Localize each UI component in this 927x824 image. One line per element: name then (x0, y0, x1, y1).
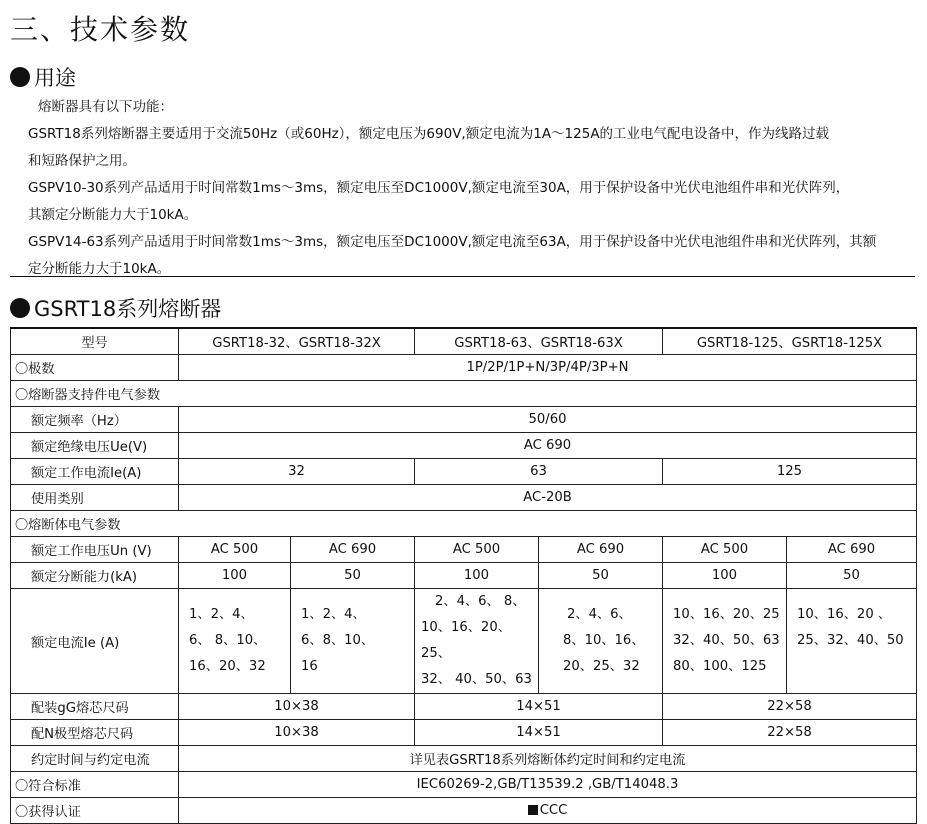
page-heading: 三、技术参数 (10, 13, 191, 46)
rated-current-line: 8、10、16、 (563, 633, 645, 648)
rated-voltage-cell: AC 500 (415, 537, 539, 563)
rated-current-line (797, 654, 912, 680)
usage-paragraph (28, 94, 918, 283)
freq-value: 50/60 (179, 407, 917, 433)
rated-voltage-cell: AC 690 (539, 537, 663, 563)
rated-current-cell (787, 589, 917, 694)
model-label: 型号 (11, 328, 179, 355)
table-row (11, 511, 917, 537)
table-row (11, 746, 917, 772)
conventional-time-value: 详见表GSRT18系列熔断体约定时间和约定电流 (179, 746, 917, 772)
rated-current-line: 16、20、32 (189, 659, 266, 674)
rated-current-line: 10、16、20、25、 (421, 620, 511, 661)
rated-current-line: 10、16、20 、 (797, 607, 892, 622)
rated-current-cell (663, 589, 787, 694)
table-row (11, 563, 917, 589)
standards-label: 〇符合标准 (11, 772, 179, 798)
certification-cell (179, 798, 917, 824)
table-row (11, 433, 917, 459)
insulation-voltage-label: 额定绝缘电压Ue(V) (11, 433, 179, 459)
rated-current-cell (415, 589, 539, 694)
table-row (11, 355, 917, 381)
table-row (11, 694, 917, 720)
table-row (11, 720, 917, 746)
section-fill (291, 381, 917, 407)
poles-label: 〇极数 (11, 355, 179, 381)
work-current-cell: 32 (179, 459, 415, 485)
work-current-label: 额定工作电流Ie(A) (11, 459, 179, 485)
use-category-label: 使用类别 (11, 485, 179, 511)
usage-heading (10, 62, 76, 92)
rated-current-line: 80、100、125 (673, 659, 767, 674)
usage-line: GSPV14-63系列产品适用于时间常数1ms～3ms，额定电压至DC1000V,额定电流至63A，用于保护设备中光伏电池组件串和光伏阵列，其额 (28, 234, 877, 250)
gg-size-cell: 22×58 (663, 694, 917, 720)
table-row (11, 537, 917, 563)
use-category-value: AC-20B (179, 485, 917, 511)
rated-voltage-cell: AC 500 (663, 537, 787, 563)
certification-label: 〇获得认证 (11, 798, 179, 824)
freq-label: 额定频率（Hz） (11, 407, 179, 433)
bullet-dot-icon (10, 298, 30, 318)
link-section-label: 〇熔断体电气参数 (11, 511, 179, 537)
rated-current-line: 32、 40、50、63 (421, 672, 532, 687)
rated-current-line: 2、4、6、 (567, 607, 632, 622)
usage-line: GSPV10-30系列产品适用于时间常数1ms～3ms，额定电压至DC1000V,额定电流至30A，用于保护设备中光伏电池组件串和光伏阵列， (28, 180, 850, 196)
rated-voltage-label: 额定工作电压Un (V) (11, 537, 179, 563)
bullet-dot-icon (10, 67, 30, 87)
usage-line: 其额定分断能力大于10kA。 (28, 207, 198, 223)
table-row (11, 381, 917, 407)
rated-current-cell (539, 589, 663, 694)
rated-current-line: 2、4、6、 8、 (435, 594, 526, 609)
breaking-capacity-cell: 50 (787, 563, 917, 589)
rated-voltage-cell: AC 690 (787, 537, 917, 563)
certification-value: CCC (539, 803, 568, 818)
rated-current-line: 20、25、32 (563, 659, 640, 674)
work-current-cell: 125 (663, 459, 917, 485)
table-row (11, 328, 917, 355)
table-row (11, 485, 917, 511)
rated-current-label: 额定电流Ie (A) (11, 589, 179, 694)
usage-line: 定分断能力大于10kA。 (28, 261, 171, 277)
table-row (11, 407, 917, 433)
table-row (11, 772, 917, 798)
breaking-capacity-cell: 100 (663, 563, 787, 589)
gsrt18-heading (10, 293, 221, 323)
holder-section-label: 〇熔断器支持件电气参数 (11, 381, 291, 407)
usage-line: 熔断器具有以下功能： (38, 99, 173, 115)
usage-title: 用途 (34, 66, 76, 90)
rated-current-line: 16 (301, 659, 318, 674)
table-row (11, 798, 917, 824)
model-cell: GSRT18-32、GSRT18-32X (179, 328, 415, 355)
model-cell: GSRT18-125、GSRT18-125X (663, 328, 917, 355)
rated-current-line: 6、8、10、 (301, 633, 375, 648)
breaking-capacity-cell: 100 (415, 563, 539, 589)
usage-line: GSRT18系列熔断器主要适用于交流50Hz（或60Hz），额定电压为690V,额定电流为1A～125A的工业电气配电设备中，作为线路过载 (28, 126, 830, 142)
rated-current-line: 1、2、4、 (189, 607, 254, 622)
model-cell: GSRT18-63、GSRT18-63X (415, 328, 663, 355)
gsrt18-title: GSRT18系列熔断器 (34, 297, 222, 321)
work-current-cell: 63 (415, 459, 663, 485)
rated-current-cell (291, 589, 415, 694)
gg-size-cell: 14×51 (415, 694, 663, 720)
rated-current-line: 6、 8、10、 (189, 633, 267, 648)
rated-voltage-cell: AC 500 (179, 537, 291, 563)
conventional-time-label: 约定时间与约定电流 (11, 746, 179, 772)
standards-value: IEC60269-2,GB/T13539.2 ,GB/T14048.3 (179, 772, 917, 798)
insulation-voltage-value: AC 690 (179, 433, 917, 459)
n-pole-size-cell: 22×58 (663, 720, 917, 746)
rated-current-line: 32、40、50、63 (673, 633, 780, 648)
section-divider (10, 276, 915, 277)
usage-line: 和短路保护之用。 (28, 153, 136, 169)
n-pole-size-cell: 10×38 (179, 720, 415, 746)
breaking-capacity-cell: 100 (179, 563, 291, 589)
poles-value: 1P/2P/1P+N/3P/4P/3P+N (179, 355, 917, 381)
rated-current-line: 10、16、20、25 (673, 607, 780, 622)
rated-voltage-cell: AC 690 (291, 537, 415, 563)
table-row (11, 589, 917, 694)
spec-table (10, 327, 917, 824)
n-pole-size-label: 配N极型熔芯尺码 (11, 720, 179, 746)
gg-size-cell: 10×38 (179, 694, 415, 720)
n-pole-size-cell: 14×51 (415, 720, 663, 746)
rated-current-line: 1、2、4、 (301, 607, 366, 622)
filled-square-icon (528, 805, 538, 815)
table-row (11, 459, 917, 485)
section-fill (179, 511, 917, 537)
breaking-capacity-cell: 50 (291, 563, 415, 589)
breaking-capacity-label: 额定分断能力(kA) (11, 563, 179, 589)
rated-current-line: 25、32、40、50 (797, 633, 904, 648)
rated-current-cell (179, 589, 291, 694)
gg-size-label: 配装gG熔芯尺码 (11, 694, 179, 720)
breaking-capacity-cell: 50 (539, 563, 663, 589)
